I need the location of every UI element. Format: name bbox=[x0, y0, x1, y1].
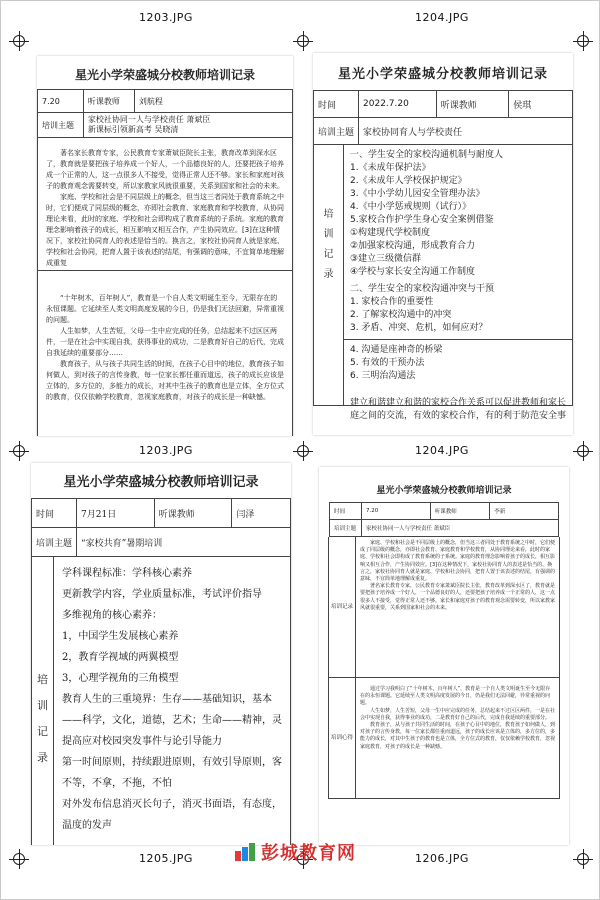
info-table bbox=[329, 502, 559, 537]
topic-label: 培训主题 bbox=[38, 113, 84, 138]
record-row bbox=[329, 537, 559, 677]
teacher-name: 李新 bbox=[490, 503, 559, 520]
role-label: 听课教师 bbox=[436, 91, 509, 118]
topic-line: 新课标引领新高考 吴晓清 bbox=[87, 125, 179, 134]
filename-label: 1203.JPG bbox=[139, 444, 193, 457]
section bbox=[350, 149, 566, 279]
paragraph: 著名家长教育专家，公民教育专家萧斌臣院长主张，教育改革到深水区了，教育就是要把孩子培养成一个好人，一个品德良好的人，还要把孩子培养成一个正常的人，这一点很多人不接受，觉得正常人还不够。家长和家庭对孩子的教育观念需要转变，所以家教家风就很重要，关系到国家和社会的未来。 bbox=[360, 583, 556, 611]
time-label: 时间 bbox=[32, 499, 77, 528]
list-item: 5.家校合作护学生身心安全案例借鉴 bbox=[349, 215, 494, 225]
topic-value: “家校共育”暑期培训 bbox=[77, 528, 291, 557]
section bbox=[350, 344, 566, 383]
record-content bbox=[344, 145, 572, 421]
note-line: 教育人生的三重境界：生存——基础知识，基本 bbox=[62, 694, 272, 705]
reflection-content bbox=[356, 678, 559, 798]
section-heading: 一、学生安全的家校沟通机制与耐度人 bbox=[349, 150, 503, 160]
note-line: 3，心理学视角的三角模型 bbox=[62, 673, 179, 684]
record-grid bbox=[31, 557, 291, 845]
filename-label: 1205.JPG bbox=[139, 852, 193, 865]
paragraph: 家庭、学校和社会是不同层级上的概念，但当这三者同处于教育系统之中时，它们便成了同层级的概念，亦即社会教育、家庭教育和学校教育，从协同理论来看，此时的家庭、学校和社会即构成了教育系统的子系统。家庭的教育理念影响着孩子的成长，相互影响又相互合作，产生协同效应。[3]在这种情况下，家校社协同育人的表述是恰当的。换言之，家校社协同育人就是家庭、学校和社会协同，把育人置于该表述的结尾，有强调的意味，不宜简单地理解成重复 bbox=[46, 193, 284, 267]
paragraph: 家庭、学校和社会是不同层级上的概念，但当这三者同处于教育系统之中时，它们便成了同层级的概念，亦即社会教育、家庭教育和学校教育，从协同理论来看，此时的家庭、学校和社会即构成了教育系统的子系统。家庭的教育理念影响着孩子的成长，相互影响又相互合作，产生协同效应。[3]在这种情况下，家校社协同育人的表述是恰当的。换言之，家校社协同育人就是家庭、学校和社会协同，把育人置于该表述的结尾，有强调的意味，不宜简单地理解成重复。 bbox=[360, 540, 556, 583]
record-grid bbox=[313, 145, 573, 421]
list-item: 1.《未成年保护法》 bbox=[349, 163, 431, 173]
note-line: 温度的发声 bbox=[62, 820, 112, 831]
topic-label: 培训主题 bbox=[32, 528, 77, 557]
note-line: ——科学，文化，道德，艺术；生命——精神，灵 bbox=[62, 715, 282, 726]
info-table bbox=[37, 89, 293, 138]
list-item: 4.《中小学惩戒规则（试行）》 bbox=[349, 202, 472, 212]
info-table bbox=[313, 90, 573, 145]
role-label: 听课教师 bbox=[430, 503, 490, 520]
section-heading: 二、学生安全的家校沟通冲突与干预 bbox=[349, 284, 494, 294]
topic-value: 家校社协同一人与学校责任 萧斌臣 bbox=[362, 520, 559, 537]
watermark-text: 彭城教育网 bbox=[261, 843, 356, 864]
note-line: 学科课程标准：学科核心素养 bbox=[62, 568, 192, 579]
divider bbox=[344, 339, 572, 340]
topic-label: 培训主题 bbox=[314, 118, 359, 145]
side-label bbox=[314, 145, 344, 405]
date-cell: 7.20 bbox=[38, 90, 84, 113]
watermark bbox=[235, 839, 356, 865]
record-grid bbox=[328, 537, 560, 799]
training-record-page-4 bbox=[319, 467, 569, 845]
section bbox=[350, 283, 566, 335]
side-char: 记 bbox=[323, 249, 334, 260]
role-label: 听课教师 bbox=[154, 499, 232, 528]
paragraph: “十年树木，百年树人”，教育是一个自人类文明诞生至今，无限存在的永恒课题。它延续至人类文明高度发展的今日，仍是我们无法回避，异常重视的问题。 bbox=[46, 294, 284, 324]
list-item: 1. 家校合作的重要性 bbox=[349, 297, 434, 307]
text-line: 建立和谐建立和谐的家校合作关系可以促进教师和家长 bbox=[349, 398, 566, 408]
info-table bbox=[31, 498, 291, 557]
topic-value: 家校协同育人与学校责任 bbox=[359, 118, 573, 145]
filename-label: 1203.JPG bbox=[139, 11, 193, 24]
note-line: 2，教育学视域的两翼模型 bbox=[62, 652, 179, 663]
note-line: 第一时间原则，持续跟进原则，有效引导原则，客 bbox=[62, 757, 282, 768]
side-label: 培训心得 bbox=[329, 678, 356, 798]
list-item: 2.《未成年人学校保护规定》 bbox=[349, 176, 467, 186]
list-item: 5. 有效的干预办法 bbox=[349, 358, 425, 368]
books-logo-icon bbox=[235, 843, 257, 861]
list-item: 3. 矛盾、冲突、危机，如何应对？ bbox=[349, 323, 488, 333]
side-char: 训 bbox=[323, 229, 334, 240]
list-item: ④学校与家长安全沟通工作制度 bbox=[349, 267, 476, 277]
list-item: 2. 了解家校沟通中的冲突 bbox=[349, 310, 452, 320]
topic-label: 培训主题 bbox=[330, 520, 362, 537]
note-line: 多维视角的核心素养： bbox=[62, 610, 162, 621]
side-char: 培 bbox=[37, 673, 48, 686]
note-line: 提高应对校园突发事件与论引导能力 bbox=[62, 736, 222, 747]
training-record-page-2 bbox=[313, 53, 573, 435]
side-char: 录 bbox=[37, 751, 48, 764]
list-item: 3.《中小学幼儿园安全管理办法》 bbox=[349, 189, 485, 199]
date-cell: 2022.7.20 bbox=[359, 91, 437, 118]
time-label: 时间 bbox=[330, 503, 362, 520]
record-content bbox=[356, 537, 559, 677]
list-item: ②加强家校沟通，形成教育合力 bbox=[349, 241, 476, 251]
page-title: 星光小学荣盛城分校教师培训记录 bbox=[337, 67, 548, 82]
teacher-name: 侯琪 bbox=[509, 91, 573, 118]
paragraph: 著名家长教育专家，公民教育专家萧斌臣院长主张，教育改革到深水区了，教育就是要把孩子培养成一个好人，一个品德良好的人，还要把孩子培养成一个正常的人，这一点很多人不接受，觉得正常人还不够。家长和家庭对孩子的教育观念需要转变，所以家教家风就很重要，关系到国家和社会的未来。 bbox=[46, 149, 284, 190]
note-line: 不等，不拿，不拖，不怕 bbox=[62, 778, 172, 789]
list-item: 6. 三明治沟通法 bbox=[349, 371, 416, 381]
page-title: 星光小学荣盛城分校教师培训记录 bbox=[74, 68, 255, 82]
list-item: 4. 沟通是座神奇的桥梁 bbox=[349, 345, 443, 355]
text-line: 庭之间的交流，有效的家校合作，有的利于防范安全事 bbox=[349, 411, 566, 421]
record-block bbox=[37, 138, 293, 271]
paragraph: 教育孩子，从与孩子共同生活的时间，在孩子心目中的地位，教育孩子如何做人，到对孩子的言传身教，每一位家长都任重而道远，孩子的成长应该是立体的，多方位的，多能力的成长，对其中生孩子的教育也是立体，全方位式的教育，仅仅依赖学校教育，忽视家庭教育，对孩子的成长是一种缺憾。 bbox=[360, 722, 556, 750]
topic-line: 家校社协同一人与学校责任 萧斌臣 bbox=[87, 115, 211, 124]
note-line: 1，中国学生发展核心素养 bbox=[62, 631, 179, 642]
side-char: 记 bbox=[37, 725, 48, 738]
teacher-name: 刘航程 bbox=[134, 90, 292, 113]
paragraph: 通过学习我明白了“十年树木，百年树人”，教育是一个自人类文明诞生至今无限存在的永恒课题。它延续至人类文明高度发展的今日，仍是我们无法回避，异常重视的问题。 bbox=[360, 686, 551, 707]
note-line: 对外发布信息消灭长句子，消灭书面语，有态度， bbox=[62, 799, 282, 810]
side-label bbox=[32, 557, 54, 845]
side-char: 训 bbox=[37, 699, 48, 712]
list-item: ③建立三级微信群 bbox=[349, 254, 422, 264]
side-char: 录 bbox=[323, 269, 334, 280]
page-title: 星光小学荣盛城分校教师培训记录 bbox=[376, 486, 512, 496]
reflection-row bbox=[329, 677, 559, 798]
list-item: ①构建现代学校制度 bbox=[349, 228, 431, 238]
date-cell: 7.20 bbox=[362, 503, 431, 520]
filename-label: 1204.JPG bbox=[415, 11, 469, 24]
side-char: 培 bbox=[323, 209, 334, 220]
teacher-name: 闫泽 bbox=[232, 499, 291, 528]
handwritten-notes bbox=[54, 557, 290, 845]
time-label: 时间 bbox=[314, 91, 359, 118]
filename-label: 1206.JPG bbox=[415, 852, 469, 865]
page-title: 星光小学荣盛城分校教师培训记录 bbox=[63, 475, 259, 490]
reflection-block bbox=[37, 271, 293, 436]
paragraph: 人生如梦，人生苦短，父母一生中应完成的任务，总结起来不过区区两件，一是在社会中实现自我，获得事业的成功，二是教育好自己的后代，完成自我延续的重要部分…… bbox=[46, 327, 284, 357]
training-record-page-3 bbox=[31, 463, 291, 845]
date-cell: 7月21日 bbox=[77, 499, 155, 528]
side-label: 培训记录 bbox=[329, 537, 356, 677]
training-record-page-1 bbox=[37, 56, 293, 436]
section bbox=[350, 397, 566, 423]
filename-label: 1204.JPG bbox=[415, 444, 469, 457]
role-label: 听课教师 bbox=[83, 90, 134, 113]
paragraph: 教育孩子，从与孩子共同生活的时间，在孩子心目中的地位，教育孩子如何做人，到对孩子的言传身教，每一位家长都任重而道远，孩子的成长应该是立体的，多方位的，多能力的成长，对其中生孩子的教育也是立体，全方位式的教育，仅仅依赖学校教育，忽视家庭教育，对孩子的成长是一种缺憾。 bbox=[46, 360, 284, 401]
paragraph: 人生如梦，人生苦短，父母一生中应完成的任务，总结起来不过区区两件，一是在社会中实现自我，获得事业的成功，二是教育好自己的后代，完成自我延续的重要部分。 bbox=[360, 707, 556, 721]
note-line: 更新教学内容，学业质量标准，考试评价指导 bbox=[62, 589, 262, 600]
